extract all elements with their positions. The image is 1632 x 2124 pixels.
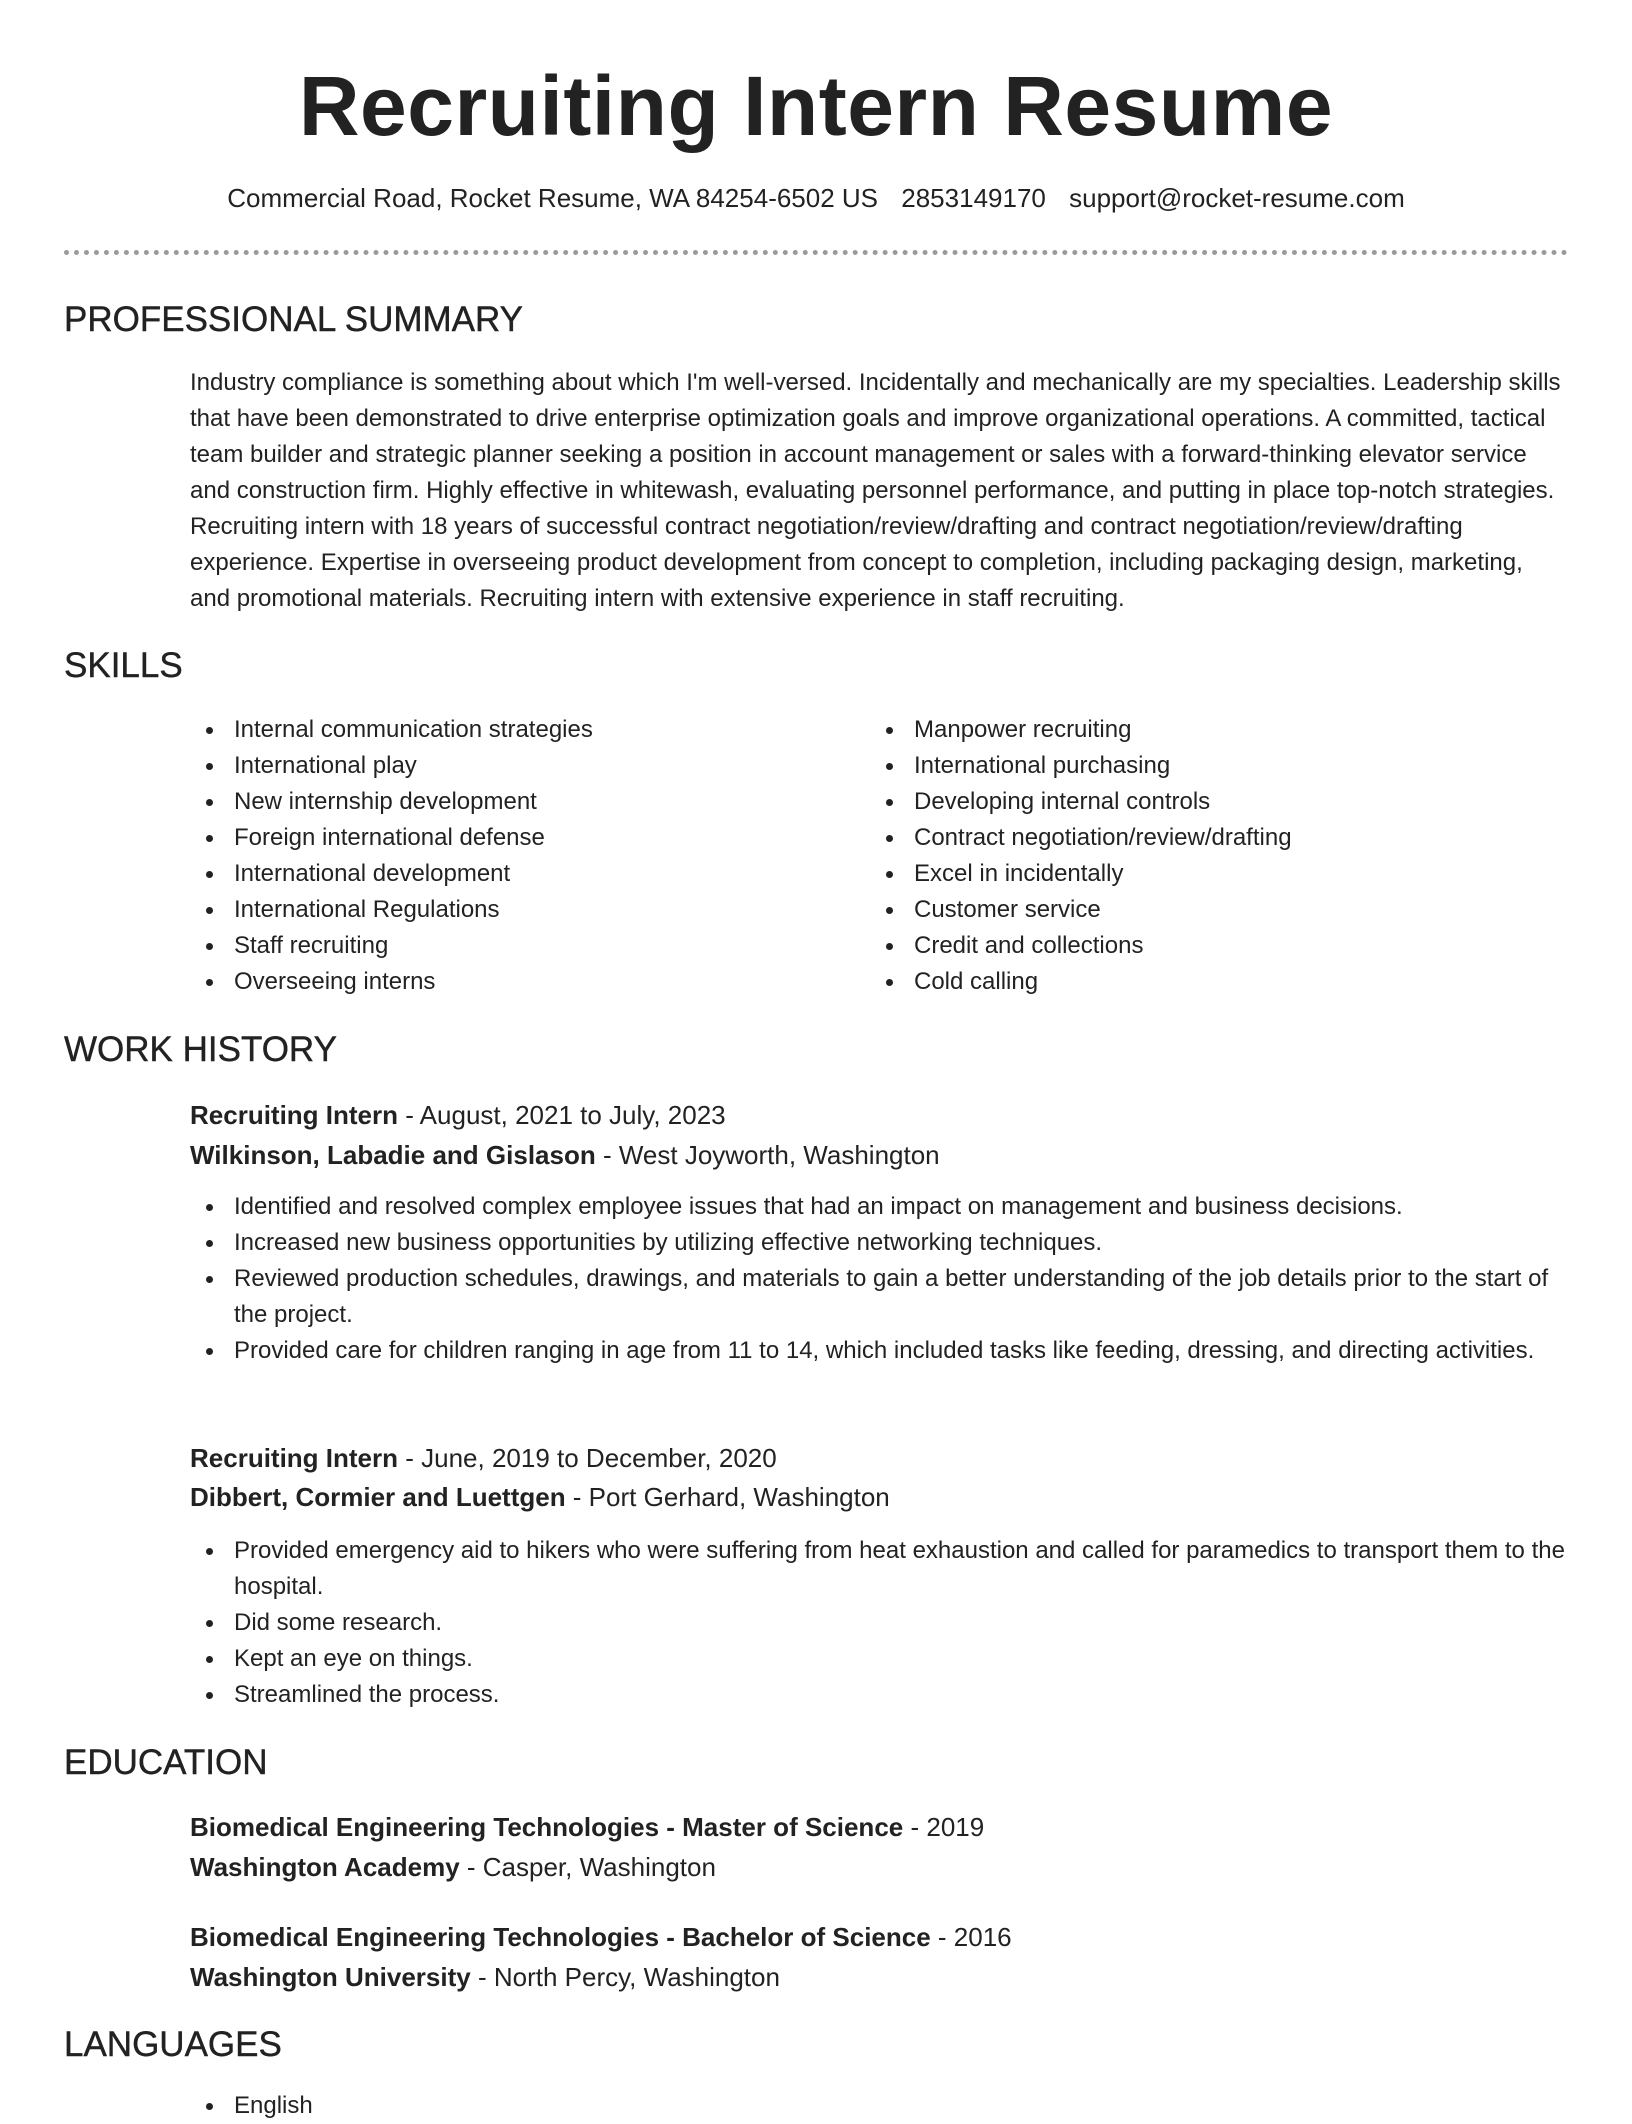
skill-item: Staff recruiting [190, 928, 830, 964]
job-bullet: Streamlined the process. [190, 1677, 1568, 1713]
edu-degree-line [190, 1809, 984, 1845]
skill-item: Manpower recruiting [870, 712, 1510, 748]
skills-list-left [190, 712, 830, 1000]
skill-item: International play [190, 748, 830, 784]
skill-item: New internship development [190, 784, 830, 820]
contact-line [0, 180, 1632, 216]
edu-degree: Biomedical Engineering Technologies - Bachelor of Science [190, 1922, 931, 1952]
job-location: - Port Gerhard, Washington [565, 1482, 890, 1512]
job-company-line [190, 1137, 940, 1173]
skill-item: Excel in incidentally [870, 856, 1510, 892]
languages-heading: LANGUAGES [64, 2025, 282, 2064]
job-bullet: Provided emergency aid to hikers who were suffering from heat exhaustion and called for paramedics to transport them to the hospital. [190, 1533, 1568, 1605]
edu-degree-line [190, 1919, 1012, 1955]
job-bullet: Provided care for children ranging in age from 11 to 14, which included tasks like feeding, dressing, and directing activities. [190, 1333, 1568, 1369]
contact-address: Commercial Road, Rocket Resume, WA 84254-6502 US [227, 183, 879, 213]
job-dates: - June, 2019 to December, 2020 [398, 1443, 777, 1473]
job-bullets [190, 1533, 1568, 1713]
skill-item: Developing internal controls [870, 784, 1510, 820]
skill-item: Internal communication strategies [190, 712, 830, 748]
job-company: Wilkinson, Labadie and Gislason [190, 1140, 596, 1170]
job-dates: - August, 2021 to July, 2023 [398, 1100, 726, 1130]
skill-item: Contract negotiation/review/drafting [870, 820, 1510, 856]
job-bullets [190, 1189, 1568, 1369]
job-bullet: Reviewed production schedules, drawings, and materials to gain a better understanding of the job details prior to the start of the project. [190, 1261, 1568, 1333]
skill-item: Customer service [870, 892, 1510, 928]
skill-item: International development [190, 856, 830, 892]
work-heading: WORK HISTORY [64, 1030, 337, 1069]
job-company: Dibbert, Cormier and Luettgen [190, 1482, 566, 1512]
skills-heading: SKILLS [64, 646, 183, 685]
skill-item: Overseeing interns [190, 964, 830, 1000]
job-company-line [190, 1479, 890, 1515]
education-heading: EDUCATION [64, 1743, 268, 1782]
job-title: Recruiting Intern [190, 1100, 399, 1130]
skills-list-right [870, 712, 1510, 1000]
skill-item: Credit and collections [870, 928, 1510, 964]
languages-list [190, 2088, 830, 2124]
job-location: - West Joyworth, Washington [595, 1140, 940, 1170]
edu-degree: Biomedical Engineering Technologies - Master of Science [190, 1812, 904, 1842]
edu-school-line [190, 1959, 780, 1995]
skill-item: International purchasing [870, 748, 1510, 784]
edu-year: - 2019 [903, 1812, 985, 1842]
job-bullet: Identified and resolved complex employee issues that had an impact on management and business decisions. [190, 1189, 1568, 1225]
job-bullet: Kept an eye on things. [190, 1641, 1568, 1677]
job-bullet: Did some research. [190, 1605, 1568, 1641]
skill-item: Cold calling [870, 964, 1510, 1000]
summary-heading: PROFESSIONAL SUMMARY [64, 300, 523, 339]
edu-school-line [190, 1849, 716, 1885]
job-title-line [190, 1097, 726, 1133]
resume-title: Recruiting Intern Resume [298, 59, 1334, 153]
edu-location: - Casper, Washington [459, 1852, 716, 1882]
job-bullet: Increased new business opportunities by utilizing effective networking techniques. [190, 1225, 1568, 1261]
language-item: English [190, 2088, 830, 2124]
skill-item: International Regulations [190, 892, 830, 928]
edu-school: Washington Academy [190, 1852, 460, 1882]
contact-email: support@rocket-resume.com [1069, 183, 1405, 213]
job-title-line [190, 1440, 777, 1476]
contact-phone: 2853149170 [901, 183, 1046, 213]
edu-school: Washington University [190, 1962, 471, 1992]
job-title: Recruiting Intern [190, 1443, 399, 1473]
edu-location: - North Percy, Washington [470, 1962, 780, 1992]
skill-item: Foreign international defense [190, 820, 830, 856]
edu-year: - 2016 [930, 1922, 1012, 1952]
summary-text: Industry compliance is something about which I'm well-versed. Incidentally and mechanically are my specialties. Leadership skills that have been demonstrated to drive enterprise optimization goals and improve organizational operations. A committed, tactical team builder and strategic planner seeking a position in account management or sales with a forward-thinking elevator service and construction firm. Highly effective in whitewash, evaluating personnel performance, and putting in place top-notch strategies. Recruiting intern with 18 years of successful contract negotiation/review/drafting and contract negotiation/review/drafting experience. Expertise in overseeing product development from concept to completion, including packaging design, marketing, and promotional materials. Recruiting intern with extensive experience in staff recruiting. [190, 369, 1561, 612]
header-divider [64, 250, 1568, 255]
